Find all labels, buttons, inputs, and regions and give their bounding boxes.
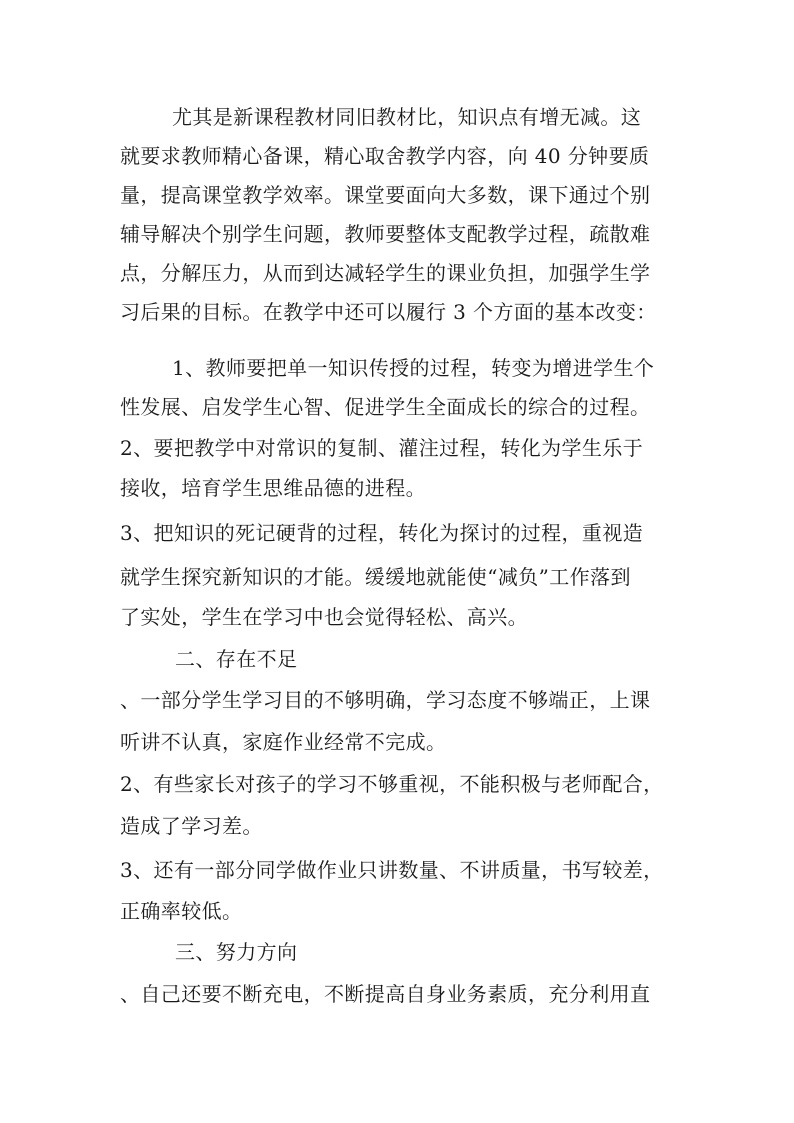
shortcoming-3-line-2: 正确率较低。 [120, 899, 243, 923]
paragraph-line-5: 点，分解压力，从而到达减轻学生的课业负担，加强学生学 [120, 261, 651, 285]
shortcoming-1-line-1: 、一部分学生学习目的不够明确，学习态度不够端正，上课 [120, 688, 651, 712]
section-heading-shortcomings: 二、存在不足 [175, 647, 298, 671]
shortcoming-2-line-2: 造成了学习差。 [120, 814, 263, 838]
list-item-3-line-3: 了实处，学生在学习中也会觉得轻松、高兴。 [120, 605, 528, 629]
list-item-1-line-2: 性发展、启发学生心智、促进学生全面成长的综合的过程。 [120, 395, 651, 419]
section-heading-direction: 三、努力方向 [175, 940, 298, 964]
list-item-1-line-1: 1、教师要把单一知识传授的过程，转变为增进学生个 [172, 356, 655, 380]
list-item-3-line-2: 就学生探究新知识的才能。缓缓地就能使“减负”工作落到 [120, 565, 631, 589]
paragraph-line-4: 辅导解决个别学生问题，教师要整体支配教学过程，疏散难 [120, 222, 651, 246]
list-item-3-line-1: 3、把知识的死记硬背的过程，转化为探讨的过程，重视造 [120, 521, 644, 545]
paragraph-line-6: 习后果的目标。在教学中还可以履行 3 个方面的基本改变： [120, 300, 657, 324]
shortcoming-1-line-2: 听讲不认真，家庭作业经常不完成。 [120, 730, 447, 754]
list-item-2-line-2: 接收，培育学生思维品德的进程。 [120, 476, 426, 500]
paragraph-line-3: 量，提高课堂教学效率。课堂要面向大多数，课下通过个别 [120, 183, 651, 207]
shortcoming-2-line-1: 2、有些家长对孩子的学习不够重视，不能积极与老师配合， [120, 772, 664, 796]
paragraph-line-2: 就要求教师精心备课，精心取舍教学内容，向 40 分钟要质 [120, 144, 650, 168]
direction-1-line-1: 、自己还要不断充电，不断提高自身业务素质，充分利用直 [120, 982, 651, 1006]
shortcoming-3-line-1: 3、还有一部分同学做作业只讲数量、不讲质量，书写较差， [120, 858, 664, 882]
list-item-2-line-1: 2、要把教学中对常识的复制、灌注过程，转化为学生乐于 [120, 436, 644, 460]
paragraph-line-1: 尤其是新课程教材同旧教材比，知识点有增无减。这 [172, 105, 642, 129]
